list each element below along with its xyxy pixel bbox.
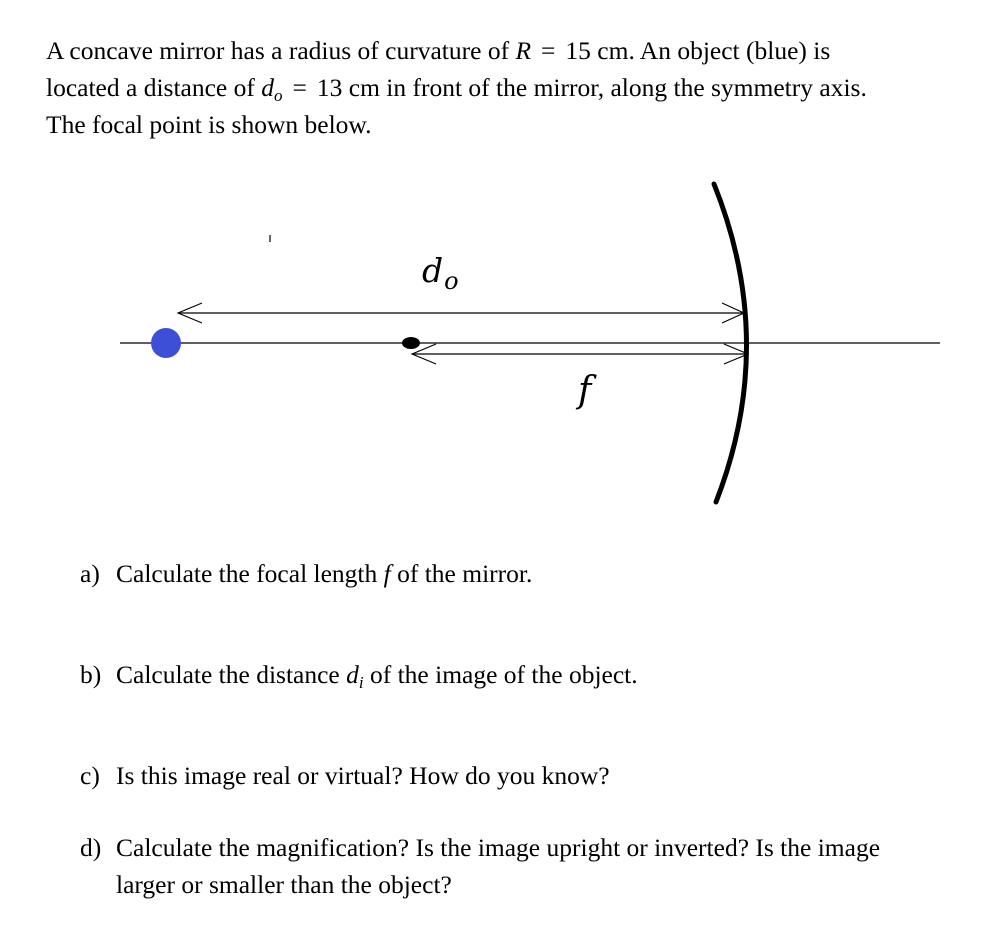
problem-statement [46, 32, 966, 143]
object-distance-value: 13 cm [316, 73, 380, 102]
question-d: d) Calculate the magnification? Is the image upright or inverted? Is the image larger or smaller than the object? [80, 833, 881, 899]
equals-sign: = [541, 36, 556, 65]
radius-value: 15 cm [565, 36, 629, 65]
image-distance-variable: d [346, 660, 359, 689]
focal-length-arrow [412, 344, 748, 364]
do-label: $d_o$ [422, 251, 459, 295]
question-b: b) Calculate the distance $d_i$ of the image of the object. [80, 660, 638, 692]
radius-variable: R [515, 36, 532, 65]
f-label: f [578, 370, 592, 411]
focal-point [402, 337, 420, 349]
question-c: c) Is this image real or virtual? How do you know? [80, 761, 610, 790]
intro-line-3: The focal point is shown below. [46, 110, 372, 139]
mirror-diagram [0, 170, 1001, 510]
focal-length-variable: f [383, 559, 391, 588]
object-distance-variable: d [261, 73, 274, 102]
equals-sign: = [292, 73, 307, 102]
object-dot [151, 328, 181, 358]
intro-line-1: A concave mirror has a radius of curvature of R = 15 cm. An object (blue) is [46, 36, 831, 65]
intro-line-2: located a distance of $d_o = 13$ cm in front of the mirror, along the symmetry axis. [46, 73, 867, 105]
object-distance-arrow [178, 303, 744, 323]
question-a: a) Calculate the focal length f of the mirror. [80, 559, 533, 588]
